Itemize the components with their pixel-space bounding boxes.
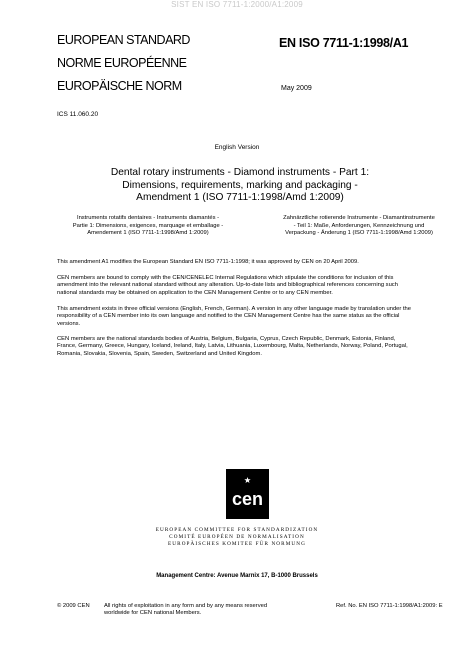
document-number: EN ISO 7711-1:1998/A1: [279, 36, 409, 50]
management-centre-address: Management Centre: Avenue Marnix 17, B-1000 Brussels: [156, 573, 318, 579]
rights-line: worldwide for CEN national Members.: [104, 610, 202, 617]
document-title: [90, 167, 390, 205]
ics-code: ICS 11.060.20: [57, 111, 99, 118]
title-line: Dental rotary instruments - Diamond instruments - Part 1:: [110, 167, 370, 178]
paragraph-line: responsibility of a CEN member into its own language and notified to the CEN Management Centre has the same status as the official: [57, 313, 400, 320]
paragraph-line: Romania, Slovakia, Slovenia, Spain, Sweden, Switzerland and United Kingdom.: [57, 350, 262, 357]
paragraph-members: [57, 336, 437, 358]
org-name-en: EUROPEAN COMMITTEE FOR STANDARDIZATION: [155, 527, 319, 533]
paragraph-approval: [57, 259, 437, 266]
title-line: Amendment 1 (ISO 7711-1:1998/Amd 1:2009): [136, 192, 344, 203]
standard-label-fr: NORME EUROPÉENNE: [57, 56, 187, 70]
org-name-de: EUROPÄISCHES KOMITEE FÜR NORMUNG: [168, 541, 306, 547]
publication-date: May 2009: [281, 85, 312, 92]
copyright-notice: © 2009 CEN: [57, 603, 90, 609]
rights-line: All rights of exploitation in any form and by any means reserved: [104, 603, 268, 609]
title-fr-line: Instruments rotatifs dentaires - Instruments diamantés -: [76, 215, 220, 221]
cen-logo-mark: [226, 469, 269, 519]
org-name-fr: COMITÉ EUROPÉEN DE NORMALISATION: [169, 534, 305, 540]
paragraph-line: CEN members are the national standards bodies of Austria, Belgium, Bulgaria, Cyprus, Czech Republic, Denmark, Estonia, Finland,: [57, 336, 396, 342]
paragraph-line: This amendment exists in three official versions (English, French, German). A version in any other language made by translation under the: [57, 306, 412, 312]
cen-logo: [226, 469, 269, 519]
paragraph-line: CEN members are bound to comply with the CEN/CENELEC Internal Regulations which stipulate the conditions for inclusion of this: [57, 275, 394, 281]
title-french: [58, 215, 238, 238]
language-version: English Version: [214, 144, 260, 151]
standard-label-de: EUROPÄISCHE NORM: [57, 79, 182, 93]
paragraph-line: amendment into the relevant national standard without any alteration. Up-to-date lists and bibliographical references concerning such: [57, 282, 398, 289]
paragraph-line: versions.: [57, 320, 81, 327]
logo-mark-text: cen: [231, 489, 264, 509]
reference-number: Ref. No. EN ISO 7711-1:1998/A1:2009: E: [336, 603, 443, 609]
paragraph-line: national standards may be obtained on application to the CEN Management Centre or to any CEN member.: [57, 289, 333, 296]
title-fr-line: Partie 1: Dimensions, exigences, marquage et emballage -: [72, 222, 224, 229]
paragraph-line: This amendment A1 modifies the European Standard EN ISO 7711-1:1998; it was approved by CEN on 20 April 2009.: [57, 259, 359, 265]
title-fr-line: Amendement 1 (ISO 7711-1:1998/Amd 1:2009): [87, 230, 209, 236]
title-de-line: - Teil 1: Maße, Anforderungen, Kennzeichnung und: [293, 222, 425, 229]
rights-notice: [104, 603, 284, 618]
paragraph-line: France, Germany, Greece, Hungary, Iceland, Ireland, Italy, Latvia, Lithuania, Luxembourg, Malta, Netherlands, Norway, Poland, Portugal,: [57, 343, 408, 350]
title-de-line: Verpackung - Änderung 1 (ISO 7711-1:1998/Amd 1:2009): [285, 230, 433, 236]
paragraph-obligations: [57, 275, 437, 297]
standard-label-en: EUROPEAN STANDARD: [57, 33, 190, 47]
title-line: Dimensions, requirements, marking and packaging -: [122, 179, 358, 191]
title-de-line: Zahnärztliche rotierende Instrumente - Diamantinstrumente: [283, 215, 435, 221]
watermark: SIST EN ISO 7711-1:2000/A1:2009: [171, 0, 303, 9]
paragraph-versions: [57, 306, 437, 328]
title-german: [261, 215, 457, 238]
